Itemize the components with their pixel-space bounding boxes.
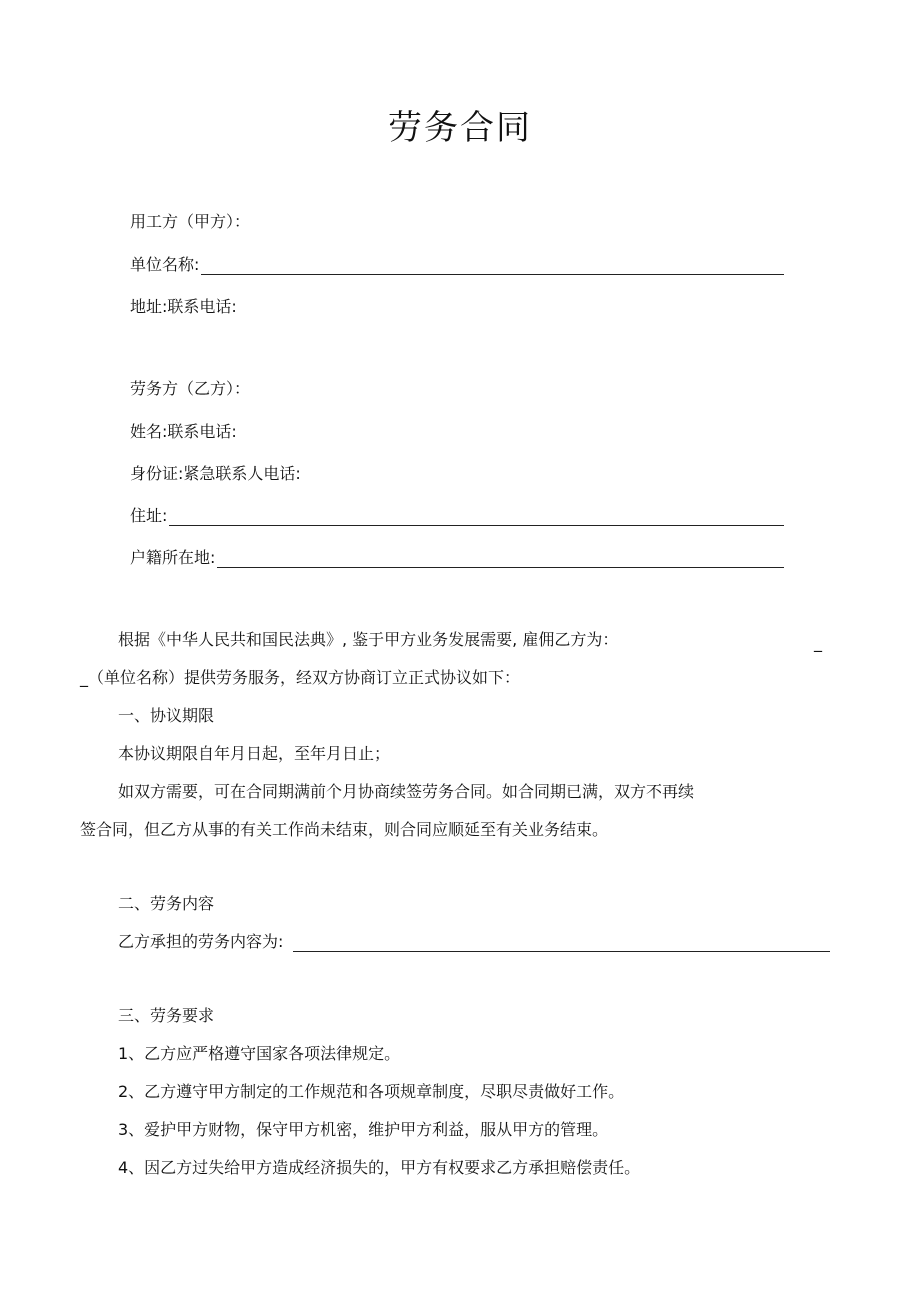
service-content-field[interactable] bbox=[118, 932, 830, 952]
household-field[interactable] bbox=[130, 548, 784, 568]
preamble-line-2: _（单位名称）提供劳务服务，经双方协商订立正式协议如下： bbox=[80, 668, 521, 687]
requirement-item-1: 1、乙方应严格遵守国家各项法律规定。 bbox=[118, 1044, 401, 1063]
requirement-item-3: 3、爱护甲方财物，保守甲方机密，维护甲方利益，服从甲方的管理。 bbox=[118, 1120, 609, 1139]
party-b-heading: 劳务方（乙方）： bbox=[130, 379, 251, 398]
section-1-paragraph-1: 本协议期限自年月日起，至年月日止； bbox=[118, 744, 391, 763]
section-3-heading: 三、劳务要求 bbox=[118, 1006, 215, 1025]
household-label: 户籍所在地: bbox=[130, 548, 216, 567]
unit-name-blank-line[interactable] bbox=[201, 258, 784, 275]
section-2-heading: 二、劳务内容 bbox=[118, 894, 215, 913]
residence-blank-line[interactable] bbox=[169, 509, 784, 526]
preamble-line-1: 根据《中华人民共和国民法典》, 鉴于甲方业务发展需要, 雇佣乙方为： bbox=[118, 630, 619, 649]
residence-label: 住址: bbox=[130, 506, 168, 525]
service-content-blank-line[interactable] bbox=[293, 935, 830, 952]
section-1-heading: 一、协议期限 bbox=[118, 706, 215, 725]
party-a-heading: 用工方（甲方）： bbox=[130, 212, 251, 231]
id-emergency-label: 身份证:紧急联系人电话: bbox=[130, 464, 301, 483]
service-content-label: 乙方承担的劳务内容为: bbox=[118, 932, 284, 951]
document-title: 劳务合同 bbox=[388, 108, 532, 148]
requirement-item-2: 2、乙方遵守甲方制定的工作规范和各项规章制度，尽职尽责做好工作。 bbox=[118, 1082, 625, 1101]
requirement-item-4: 4、因乙方过失给甲方造成经济损失的，甲方有权要求乙方承担赔偿责任。 bbox=[118, 1158, 641, 1177]
section-1-paragraph-2-line-1: 如双方需要，可在合同期满前个月协商续签劳务合同。如合同期已满，双方不再续 bbox=[118, 782, 695, 801]
name-phone-label: 姓名:联系电话: bbox=[130, 422, 237, 441]
preamble-line-1-tail: _ bbox=[814, 633, 822, 652]
unit-name-label: 单位名称: bbox=[130, 255, 200, 274]
section-1-paragraph-2-line-2: 签合同，但乙方从事的有关工作尚未结束，则合同应顺延至有关业务结束。 bbox=[80, 820, 609, 839]
household-blank-line[interactable] bbox=[217, 551, 784, 568]
residence-field[interactable] bbox=[130, 506, 784, 526]
address-phone-label: 地址:联系电话: bbox=[130, 297, 237, 316]
unit-name-field[interactable] bbox=[130, 255, 784, 275]
